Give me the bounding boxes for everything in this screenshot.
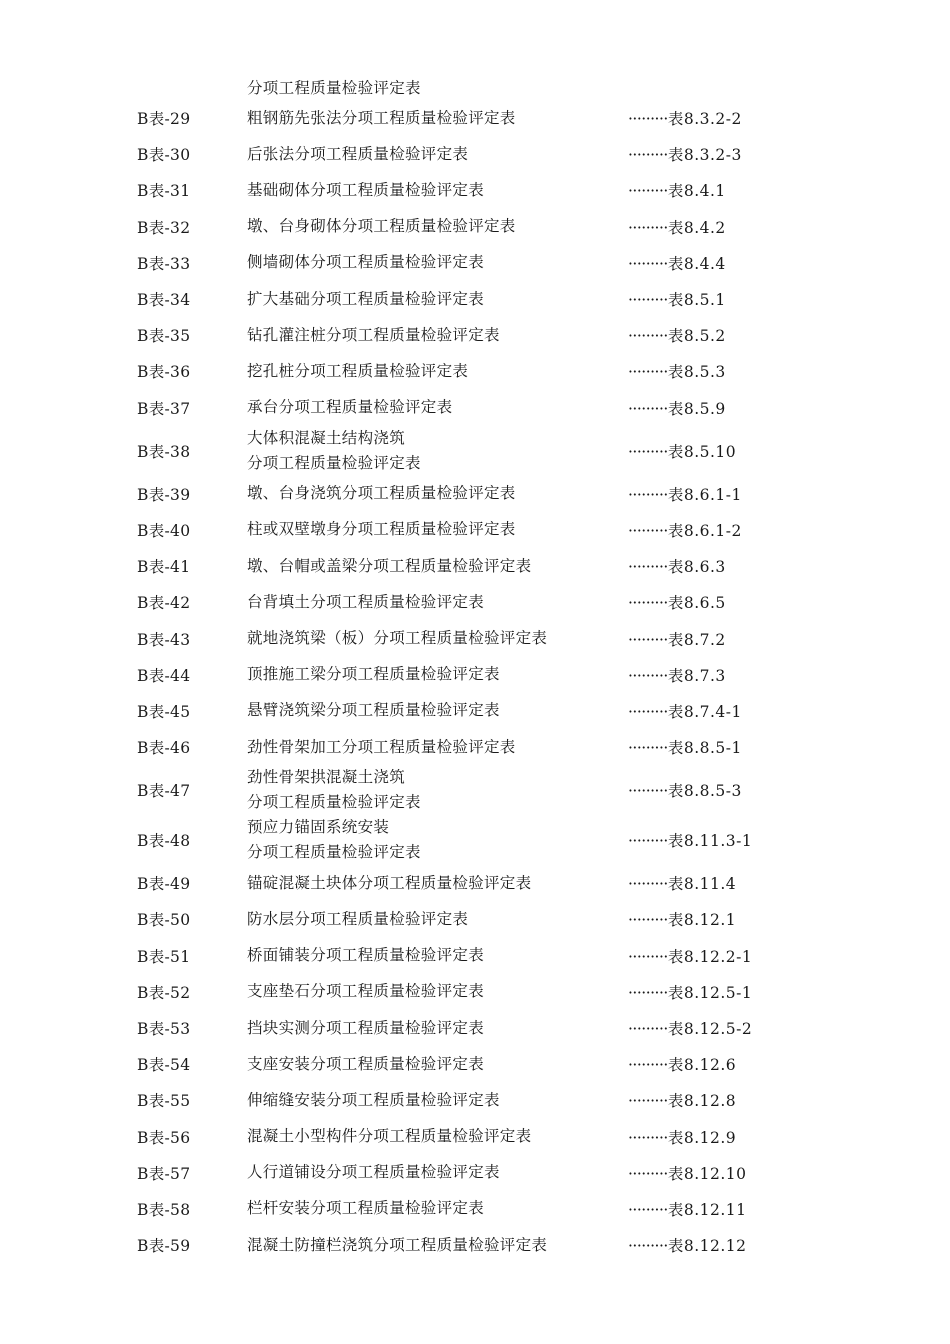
toc-entry-code: B表-52 bbox=[137, 983, 191, 1002]
toc-entry-code: B表-30 bbox=[137, 146, 191, 165]
toc-entry-title-line: 侧墙砌体分项工程质量检验评定表 bbox=[247, 253, 485, 272]
toc-entry-ref-number: 表8.6.5 bbox=[667, 594, 726, 613]
toc-entry-ref-number: 表8.6.1-1 bbox=[667, 485, 742, 504]
toc-entry-title-line: 混凝土小型构件分项工程质量检验评定表 bbox=[247, 1127, 532, 1146]
toc-entry-title-line: 劲性骨架拱混凝土浇筑 bbox=[247, 768, 406, 787]
toc-entry-code: B表-43 bbox=[137, 630, 191, 649]
toc-entry bbox=[0, 1119, 950, 1155]
toc-entry-reference bbox=[628, 1053, 736, 1075]
dot-leader: ········· bbox=[628, 182, 668, 201]
dot-leader: ········· bbox=[628, 1092, 668, 1111]
dot-leader: ········· bbox=[628, 782, 668, 801]
toc-entry-code: B表-41 bbox=[137, 558, 191, 577]
toc-entry-title bbox=[247, 1088, 500, 1113]
toc-entry-ref-number: 表8.5.1 bbox=[667, 291, 726, 310]
dot-leader: ········· bbox=[628, 363, 668, 382]
dot-leader: ········· bbox=[628, 146, 668, 165]
toc-entry-title-line: 钻孔灌注桩分项工程质量检验评定表 bbox=[247, 325, 500, 344]
toc-entry-title-line: 台背填土分项工程质量检验评定表 bbox=[247, 592, 485, 611]
toc-entry-title bbox=[247, 698, 500, 723]
dot-leader: ········· bbox=[628, 832, 668, 851]
toc-entry-title bbox=[247, 735, 516, 760]
toc-entry-reference bbox=[628, 519, 742, 541]
toc-entry-title-line: 劲性骨架加工分项工程质量检验评定表 bbox=[247, 737, 516, 756]
toc-entry-ref-number: 表8.7.4-1 bbox=[667, 702, 742, 721]
toc-entry-ref-number: 表8.12.9 bbox=[667, 1128, 737, 1147]
table-of-contents-list bbox=[0, 100, 950, 1263]
dot-leader: ········· bbox=[628, 218, 668, 237]
toc-entry-title bbox=[247, 871, 531, 896]
toc-entry bbox=[0, 172, 950, 208]
dot-leader: ········· bbox=[628, 1164, 668, 1183]
toc-entry bbox=[0, 1082, 950, 1118]
toc-entry-title-line: 粗钢筋先张法分项工程质量检验评定表 bbox=[247, 108, 516, 127]
toc-entry bbox=[0, 136, 950, 172]
toc-entry-ref-number: 表8.12.12 bbox=[667, 1237, 747, 1256]
toc-entry bbox=[0, 901, 950, 937]
toc-entry-code: B表-56 bbox=[137, 1128, 191, 1147]
toc-entry-title-line: 人行道铺设分项工程质量检验评定表 bbox=[247, 1163, 500, 1182]
toc-entry bbox=[0, 1010, 950, 1046]
toc-entry-ref-number: 表8.5.2 bbox=[667, 327, 726, 346]
toc-entry-reference bbox=[628, 1162, 747, 1184]
toc-entry-title-line: 墩、台帽或盖梁分项工程质量检验评定表 bbox=[247, 556, 532, 575]
toc-entry bbox=[0, 281, 950, 317]
toc-entry-title-line: 就地浇筑梁（板）分项工程质量检验评定表 bbox=[247, 629, 548, 648]
toc-entry-title bbox=[247, 178, 484, 203]
toc-entry-reference bbox=[628, 628, 726, 650]
toc-entry-code: B表-35 bbox=[137, 327, 191, 346]
toc-entry-reference bbox=[628, 324, 726, 346]
toc-entry-code: B表-40 bbox=[137, 521, 191, 540]
toc-entry-title bbox=[247, 1016, 484, 1041]
toc-entry-title bbox=[247, 907, 468, 932]
toc-entry-title-line: 扩大基础分项工程质量检验评定表 bbox=[247, 289, 485, 308]
toc-entry-title bbox=[247, 287, 484, 312]
toc-entry bbox=[0, 1191, 950, 1227]
toc-entry-title-line: 分项工程质量检验评定表 bbox=[247, 793, 421, 812]
toc-entry-title-line: 大体积混凝土结构浇筑 bbox=[247, 428, 406, 447]
toc-entry-code: B表-33 bbox=[137, 254, 191, 273]
toc-entry-reference bbox=[628, 664, 726, 686]
toc-entry-title bbox=[247, 662, 500, 687]
dot-leader: ········· bbox=[628, 1020, 668, 1039]
toc-entry-title-line: 支座安装分项工程质量检验评定表 bbox=[247, 1054, 485, 1073]
toc-entry-title bbox=[247, 323, 500, 348]
toc-entry-title bbox=[247, 979, 484, 1004]
toc-entry-ref-number: 表8.3.2-2 bbox=[667, 110, 742, 129]
toc-entry-reference bbox=[628, 252, 726, 274]
toc-entry-title bbox=[247, 106, 516, 131]
toc-entry-title bbox=[247, 1124, 531, 1149]
toc-entry-code: B表-29 bbox=[137, 110, 191, 129]
toc-entry-code: B表-32 bbox=[137, 218, 191, 237]
toc-entry-title bbox=[247, 395, 452, 420]
toc-entry-ref-number: 表8.11.4 bbox=[667, 875, 737, 894]
toc-entry-code: B表-48 bbox=[137, 832, 191, 851]
toc-entry-code: B表-54 bbox=[137, 1056, 191, 1075]
dot-leader: ········· bbox=[628, 875, 668, 894]
toc-entry-code: B表-53 bbox=[137, 1020, 191, 1039]
toc-entry-code: B表-44 bbox=[137, 666, 191, 685]
toc-entry bbox=[0, 209, 950, 245]
toc-entry-title-line: 挡块实测分项工程质量检验评定表 bbox=[247, 1018, 485, 1037]
toc-entry bbox=[0, 548, 950, 584]
dot-leader: ········· bbox=[628, 254, 668, 273]
toc-entry-reference bbox=[628, 288, 726, 310]
toc-entry-ref-number: 表8.11.3-1 bbox=[667, 832, 753, 851]
toc-entry bbox=[0, 693, 950, 729]
toc-entry-reference bbox=[628, 143, 742, 165]
toc-entry bbox=[0, 815, 950, 865]
dot-leader: ········· bbox=[628, 110, 668, 129]
toc-entry-ref-number: 表8.12.10 bbox=[667, 1164, 747, 1183]
toc-entry-title-line: 墩、台身砌体分项工程质量检验评定表 bbox=[247, 217, 516, 236]
toc-entry-title bbox=[247, 481, 516, 506]
toc-entry-reference bbox=[628, 981, 752, 1003]
toc-entry-title bbox=[247, 426, 421, 476]
toc-entry bbox=[0, 353, 950, 389]
toc-entry-ref-number: 表8.5.10 bbox=[667, 442, 737, 461]
toc-entry-reference bbox=[628, 107, 742, 129]
dot-leader: ········· bbox=[628, 983, 668, 1002]
toc-entry-ref-number: 表8.6.3 bbox=[667, 558, 726, 577]
toc-entry-ref-number: 表8.12.6 bbox=[667, 1056, 737, 1075]
toc-entry-code: B表-39 bbox=[137, 485, 191, 504]
toc-entry-title bbox=[247, 815, 421, 865]
toc-entry-title bbox=[247, 517, 516, 542]
dot-leader: ········· bbox=[628, 594, 668, 613]
toc-entry-code: B表-47 bbox=[137, 782, 191, 801]
dot-leader: ········· bbox=[628, 630, 668, 649]
toc-entry bbox=[0, 765, 950, 815]
toc-entry-code: B表-57 bbox=[137, 1164, 191, 1183]
toc-entry-title bbox=[247, 359, 468, 384]
toc-entry-title bbox=[247, 554, 531, 579]
dot-leader: ········· bbox=[628, 1237, 668, 1256]
dot-leader: ········· bbox=[628, 1056, 668, 1075]
toc-entry bbox=[0, 1155, 950, 1191]
toc-entry-code: B表-31 bbox=[137, 182, 191, 201]
toc-entry-title-line: 支座垫石分项工程质量检验评定表 bbox=[247, 982, 485, 1001]
toc-entry-title bbox=[247, 590, 484, 615]
toc-entry-title bbox=[247, 626, 547, 651]
dot-leader: ········· bbox=[628, 291, 668, 310]
toc-entry-reference bbox=[628, 872, 736, 894]
toc-entry-reference bbox=[628, 555, 726, 577]
toc-entry-title bbox=[247, 1196, 484, 1221]
toc-entry-title-line: 栏杆安装分项工程质量检验评定表 bbox=[247, 1199, 485, 1218]
toc-entry-ref-number: 表8.7.2 bbox=[667, 630, 726, 649]
toc-entry-ref-number: 表8.3.2-3 bbox=[667, 146, 742, 165]
toc-entry-reference bbox=[628, 736, 742, 758]
toc-entry-code: B表-51 bbox=[137, 947, 191, 966]
toc-entry-reference bbox=[628, 908, 736, 930]
toc-entry-reference bbox=[628, 1234, 747, 1256]
toc-entry-reference bbox=[628, 1126, 736, 1148]
toc-entry-ref-number: 表8.8.5-3 bbox=[667, 782, 742, 801]
toc-entry-title-line: 柱或双壁墩身分项工程质量检验评定表 bbox=[247, 520, 516, 539]
toc-entry-ref-number: 表8.6.1-2 bbox=[667, 521, 742, 540]
toc-entry-code: B表-34 bbox=[137, 291, 191, 310]
toc-entry-title-line: 混凝土防撞栏浇筑分项工程质量检验评定表 bbox=[247, 1235, 548, 1254]
toc-entry-title bbox=[247, 765, 421, 815]
toc-entry-title-line: 基础砌体分项工程质量检验评定表 bbox=[247, 180, 485, 199]
toc-entry bbox=[0, 100, 950, 136]
dot-leader: ········· bbox=[628, 739, 668, 758]
toc-entry-title-line: 伸缩缝安装分项工程质量检验评定表 bbox=[247, 1090, 500, 1109]
toc-entry-title-line: 桥面铺装分项工程质量检验评定表 bbox=[247, 946, 485, 965]
toc-entry-code: B表-45 bbox=[137, 702, 191, 721]
toc-entry-reference bbox=[628, 1017, 752, 1039]
toc-entry-title bbox=[247, 1052, 484, 1077]
toc-entry-reference bbox=[628, 397, 726, 419]
dot-leader: ········· bbox=[628, 485, 668, 504]
toc-entry bbox=[0, 426, 950, 476]
toc-entry-title-line: 分项工程质量检验评定表 bbox=[247, 843, 421, 862]
toc-entry-title-line: 挖孔桩分项工程质量检验评定表 bbox=[247, 361, 469, 380]
toc-entry-code: B表-37 bbox=[137, 399, 191, 418]
toc-continuation-line: 分项工程质量检验评定表 bbox=[247, 79, 421, 97]
toc-entry-reference bbox=[628, 700, 742, 722]
toc-entry-reference bbox=[628, 216, 726, 238]
toc-entry bbox=[0, 657, 950, 693]
dot-leader: ········· bbox=[628, 666, 668, 685]
toc-entry bbox=[0, 620, 950, 656]
toc-entry-code: B表-59 bbox=[137, 1237, 191, 1256]
toc-entry-title-line: 后张法分项工程质量检验评定表 bbox=[247, 144, 469, 163]
toc-entry-ref-number: 表8.12.5-2 bbox=[667, 1020, 753, 1039]
toc-entry-ref-number: 表8.12.2-1 bbox=[667, 947, 753, 966]
toc-entry-title-line: 分项工程质量检验评定表 bbox=[247, 453, 421, 472]
toc-entry bbox=[0, 476, 950, 512]
toc-entry bbox=[0, 512, 950, 548]
toc-entry bbox=[0, 729, 950, 765]
dot-leader: ········· bbox=[628, 1128, 668, 1147]
toc-entry-reference bbox=[628, 591, 726, 613]
dot-leader: ········· bbox=[628, 558, 668, 577]
toc-entry-ref-number: 表8.12.11 bbox=[667, 1200, 747, 1219]
toc-entry-reference bbox=[628, 1198, 747, 1220]
toc-entry bbox=[0, 865, 950, 901]
toc-entry-title-line: 顶推施工梁分项工程质量检验评定表 bbox=[247, 665, 500, 684]
toc-entry-reference bbox=[628, 360, 726, 382]
toc-entry-title bbox=[247, 214, 516, 239]
toc-entry-reference bbox=[628, 483, 742, 505]
dot-leader: ········· bbox=[628, 442, 668, 461]
toc-entry-reference bbox=[628, 1089, 736, 1111]
toc-entry-ref-number: 表8.8.5-1 bbox=[667, 739, 742, 758]
toc-entry-code: B表-58 bbox=[137, 1200, 191, 1219]
toc-entry-title bbox=[247, 1160, 500, 1185]
toc-entry-reference bbox=[628, 779, 742, 801]
toc-entry-title bbox=[247, 142, 468, 167]
toc-entry-code: B表-55 bbox=[137, 1092, 191, 1111]
toc-entry-ref-number: 表8.12.1 bbox=[667, 911, 737, 930]
dot-leader: ········· bbox=[628, 399, 668, 418]
toc-entry bbox=[0, 317, 950, 353]
toc-entry-title-line: 预应力锚固系统安装 bbox=[247, 818, 390, 837]
dot-leader: ········· bbox=[628, 521, 668, 540]
toc-entry bbox=[0, 974, 950, 1010]
toc-entry-code: B表-46 bbox=[137, 739, 191, 758]
toc-entry-title-line: 承台分项工程质量检验评定表 bbox=[247, 398, 453, 417]
toc-entry-ref-number: 表8.12.8 bbox=[667, 1092, 737, 1111]
toc-entry-title bbox=[247, 1233, 547, 1258]
toc-entry-code: B表-36 bbox=[137, 363, 191, 382]
toc-entry-reference bbox=[628, 829, 752, 851]
dot-leader: ········· bbox=[628, 947, 668, 966]
toc-entry-title-line: 防水层分项工程质量检验评定表 bbox=[247, 909, 469, 928]
dot-leader: ········· bbox=[628, 911, 668, 930]
toc-entry-title-line: 锚碇混凝土块体分项工程质量检验评定表 bbox=[247, 873, 532, 892]
toc-entry-ref-number: 表8.12.5-1 bbox=[667, 983, 753, 1002]
toc-entry-title bbox=[247, 943, 484, 968]
toc-entry bbox=[0, 1046, 950, 1082]
toc-entry-reference bbox=[628, 440, 736, 462]
toc-entry-ref-number: 表8.5.9 bbox=[667, 399, 726, 418]
toc-entry-ref-number: 表8.4.1 bbox=[667, 182, 726, 201]
toc-entry-ref-number: 表8.5.3 bbox=[667, 363, 726, 382]
toc-entry-ref-number: 表8.4.4 bbox=[667, 254, 726, 273]
toc-entry-code: B表-49 bbox=[137, 875, 191, 894]
dot-leader: ········· bbox=[628, 702, 668, 721]
toc-entry-code: B表-38 bbox=[137, 442, 191, 461]
toc-entry-title-line: 悬臂浇筑梁分项工程质量检验评定表 bbox=[247, 701, 500, 720]
toc-entry-ref-number: 表8.7.3 bbox=[667, 666, 726, 685]
toc-entry bbox=[0, 245, 950, 281]
toc-entry-reference bbox=[628, 945, 752, 967]
toc-entry-code: B表-50 bbox=[137, 911, 191, 930]
toc-entry bbox=[0, 1227, 950, 1263]
toc-entry-code: B表-42 bbox=[137, 594, 191, 613]
toc-entry-title bbox=[247, 250, 484, 275]
dot-leader: ········· bbox=[628, 1200, 668, 1219]
toc-entry bbox=[0, 390, 950, 426]
toc-entry-ref-number: 表8.4.2 bbox=[667, 218, 726, 237]
toc-entry-title-line: 墩、台身浇筑分项工程质量检验评定表 bbox=[247, 484, 516, 503]
toc-entry-reference bbox=[628, 179, 726, 201]
dot-leader: ········· bbox=[628, 327, 668, 346]
toc-entry bbox=[0, 584, 950, 620]
toc-entry bbox=[0, 938, 950, 974]
